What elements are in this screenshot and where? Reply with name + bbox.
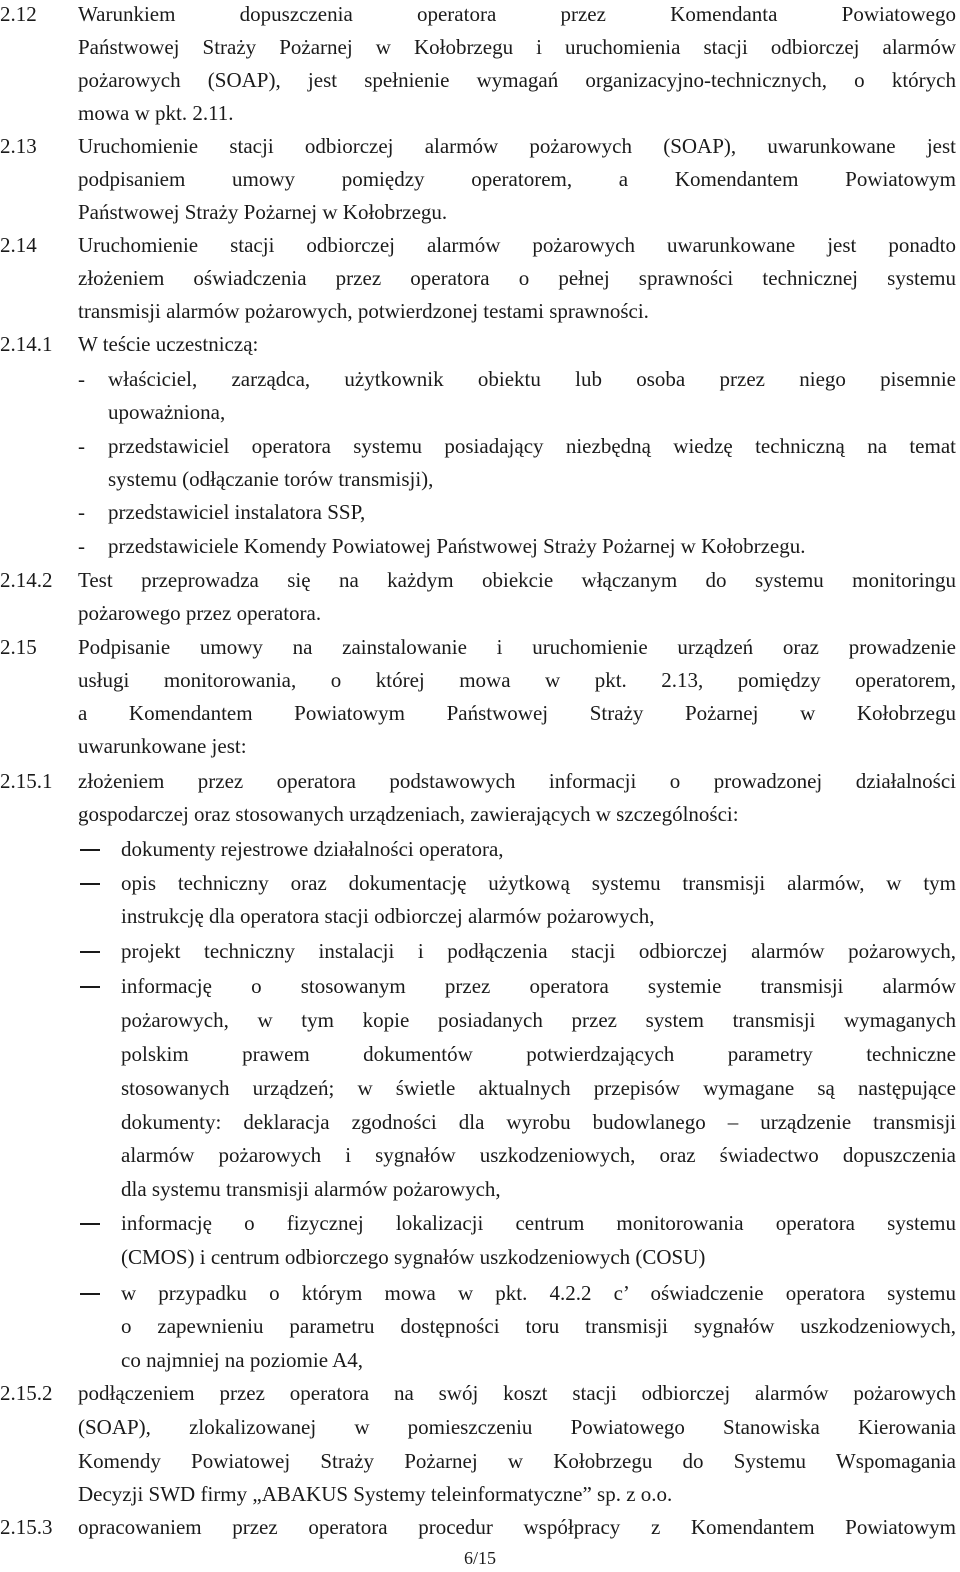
document-item-line: stosowanych urządzeń; w świetle aktualnych przepisów wymagane są następujące [121, 1076, 956, 1100]
document-item-line: dokumenty rejestrowe działalności operatora, [121, 837, 504, 861]
list-marker: - [78, 367, 85, 391]
paragraph-2-12-line: Państwowej Straży Pożarnej w Kołobrzegu i uruchomienia stacji odbiorczej alarmów [78, 35, 956, 59]
paragraph-2-15-1-line: złożeniem przez operatora podstawowych informacji o prowadzonej działalności [78, 769, 956, 793]
dash-bullet [80, 986, 100, 988]
list-marker: - [78, 434, 85, 458]
list-marker: - [78, 534, 85, 558]
section-number-2-14-2: 2.14.2 [0, 568, 53, 592]
participant-item-line: przedstawiciel instalatora SSP, [108, 500, 366, 524]
paragraph-2-13-line: Państwowej Straży Pożarnej w Kołobrzegu. [78, 200, 448, 224]
section-number-2-15-3: 2.15.3 [0, 1515, 53, 1539]
section-number-2-15-1: 2.15.1 [0, 769, 53, 793]
participant-item-line: upoważniona, [108, 400, 226, 424]
page-number: 6/15 [463, 1548, 496, 1568]
document-item-line: projekt techniczny instalacji i podłączenia stacji odbiorczej alarmów pożarowych, [121, 939, 956, 963]
section-number-2-12: 2.12 [0, 2, 37, 26]
participant-item-line: przedstawiciel operatora systemu posiadający niezbędną wiedzę techniczną na temat [108, 434, 956, 458]
section-number-2-14-1: 2.14.1 [0, 332, 53, 356]
paragraph-2-14-line: Uruchomienie stacji odbiorczej alarmów pożarowych uwarunkowane jest ponadto [78, 233, 956, 257]
dash-bullet [80, 1293, 100, 1295]
document-item-line: informację o stosowanym przez operatora systemie transmisji alarmów [121, 974, 956, 998]
paragraph-2-15-2-line: (SOAP), zlokalizowanej w pomieszczeniu Powiatowego Stanowiska Kierowania [78, 1415, 956, 1439]
section-number-2-15-2: 2.15.2 [0, 1381, 53, 1405]
document-item-line: (CMOS) i centrum odbiorczego sygnałów uszkodzeniowych (COSU) [121, 1245, 706, 1269]
paragraph-2-12-line: Warunkiem dopuszczenia operatora przez Komendanta Powiatowego [78, 2, 956, 26]
section-number-2-14: 2.14 [0, 233, 37, 257]
document-item-line: instrukcję dla operatora stacji odbiorczej alarmów pożarowych, [121, 904, 655, 928]
participant-item-line: właściciel, zarządca, użytkownik obiektu lub osoba przez niego pisemnie [108, 367, 956, 391]
paragraph-2-12-line: pożarowych (SOAP), jest spełnienie wymagań organizacyjno-technicznych, o których [78, 68, 956, 92]
paragraph-2-15-2-line: Decyzji SWD firmy „ABAKUS Systemy teleinformatyczne” sp. z o.o. [78, 1482, 673, 1506]
dash-bullet [80, 883, 100, 885]
paragraph-2-15-line: uwarunkowane jest: [78, 734, 247, 758]
paragraph-2-15-3-line: opracowaniem przez operatora procedur współpracy z Komendantem Powiatowym [78, 1515, 956, 1539]
dash-bullet [80, 1223, 100, 1225]
document-item-line: dokumenty: deklaracja zgodności dla wyrobu budowlanego – urządzenie transmisji [121, 1110, 956, 1134]
list-marker: - [78, 500, 85, 524]
paragraph-2-12-line: mowa w pkt. 2.11. [78, 101, 234, 125]
paragraph-2-15-1-line: gospodarczej oraz stosowanych urządzeniach, zawierających w szczególności: [78, 802, 739, 826]
document-item-line: opis techniczny oraz dokumentację użytkową systemu transmisji alarmów, w tym [121, 871, 956, 895]
paragraph-2-14-2-line: Test przeprowadza się na każdym obiekcie włączanym do systemu monitoringu [78, 568, 956, 592]
document-item-line: w przypadku o którym mowa w pkt. 4.2.2 c’ oświadczenie operatora systemu [121, 1281, 956, 1305]
paragraph-2-15-line: a Komendantem Powiatowym Państwowej Straży Pożarnej w Kołobrzegu [78, 701, 956, 725]
document-item-line: polskim prawem dokumentów potwierdzających parametry techniczne [121, 1042, 956, 1066]
dash-bullet [80, 951, 100, 953]
participant-item-line: systemu (odłączanie torów transmisji), [108, 467, 434, 491]
document-item-line: dla systemu transmisji alarmów pożarowych, [121, 1177, 501, 1201]
participant-item-line: przedstawiciele Komendy Powiatowej Państwowej Straży Pożarnej w Kołobrzegu. [108, 534, 806, 558]
paragraph-2-15-line: usługi monitorowania, o której mowa w pkt. 2.13, pomiędzy operatorem, [78, 668, 956, 692]
paragraph-2-14-line: transmisji alarmów pożarowych, potwierdzonej testami sprawności. [78, 299, 649, 323]
paragraph-2-14-line: złożeniem oświadczenia przez operatora o pełnej sprawności technicznej systemu [78, 266, 956, 290]
paragraph-2-13-line: Uruchomienie stacji odbiorczej alarmów pożarowych (SOAP), uwarunkowane jest [78, 134, 956, 158]
section-number-2-13: 2.13 [0, 134, 37, 158]
paragraph-2-15-2-line: podłączeniem przez operatora na swój koszt stacji odbiorczej alarmów pożarowych [78, 1381, 956, 1405]
document-item-line: informację o fizycznej lokalizacji centrum monitorowania operatora systemu [121, 1211, 956, 1235]
section-number-2-15: 2.15 [0, 635, 37, 659]
document-item-line: o zapewnieniu parametru dostępności toru transmisji sygnałów uszkodzeniowych, [121, 1314, 956, 1338]
document-item-line: alarmów pożarowych i sygnałów uszkodzeniowych, oraz świadectwo dopuszczenia [121, 1143, 956, 1167]
paragraph-2-15-line: Podpisanie umowy na zainstalowanie i uruchomienie urządzeń oraz prowadzenie [78, 635, 956, 659]
document-item-line: co najmniej na poziomie A4, [121, 1348, 364, 1372]
document-item-line: pożarowych, w tym kopie posiadanych przez system transmisji wymaganych [121, 1008, 956, 1032]
paragraph-2-13-line: podpisaniem umowy pomiędzy operatorem, a Komendantem Powiatowym [78, 167, 956, 191]
paragraph-2-15-2-line: Komendy Powiatowej Straży Pożarnej w Kołobrzegu do Systemu Wspomagania [78, 1449, 956, 1473]
paragraph-2-14-1-intro: W teście uczestniczą: [78, 332, 259, 356]
paragraph-2-14-2-line: pożarowego przez operatora. [78, 601, 322, 625]
dash-bullet [80, 849, 100, 851]
